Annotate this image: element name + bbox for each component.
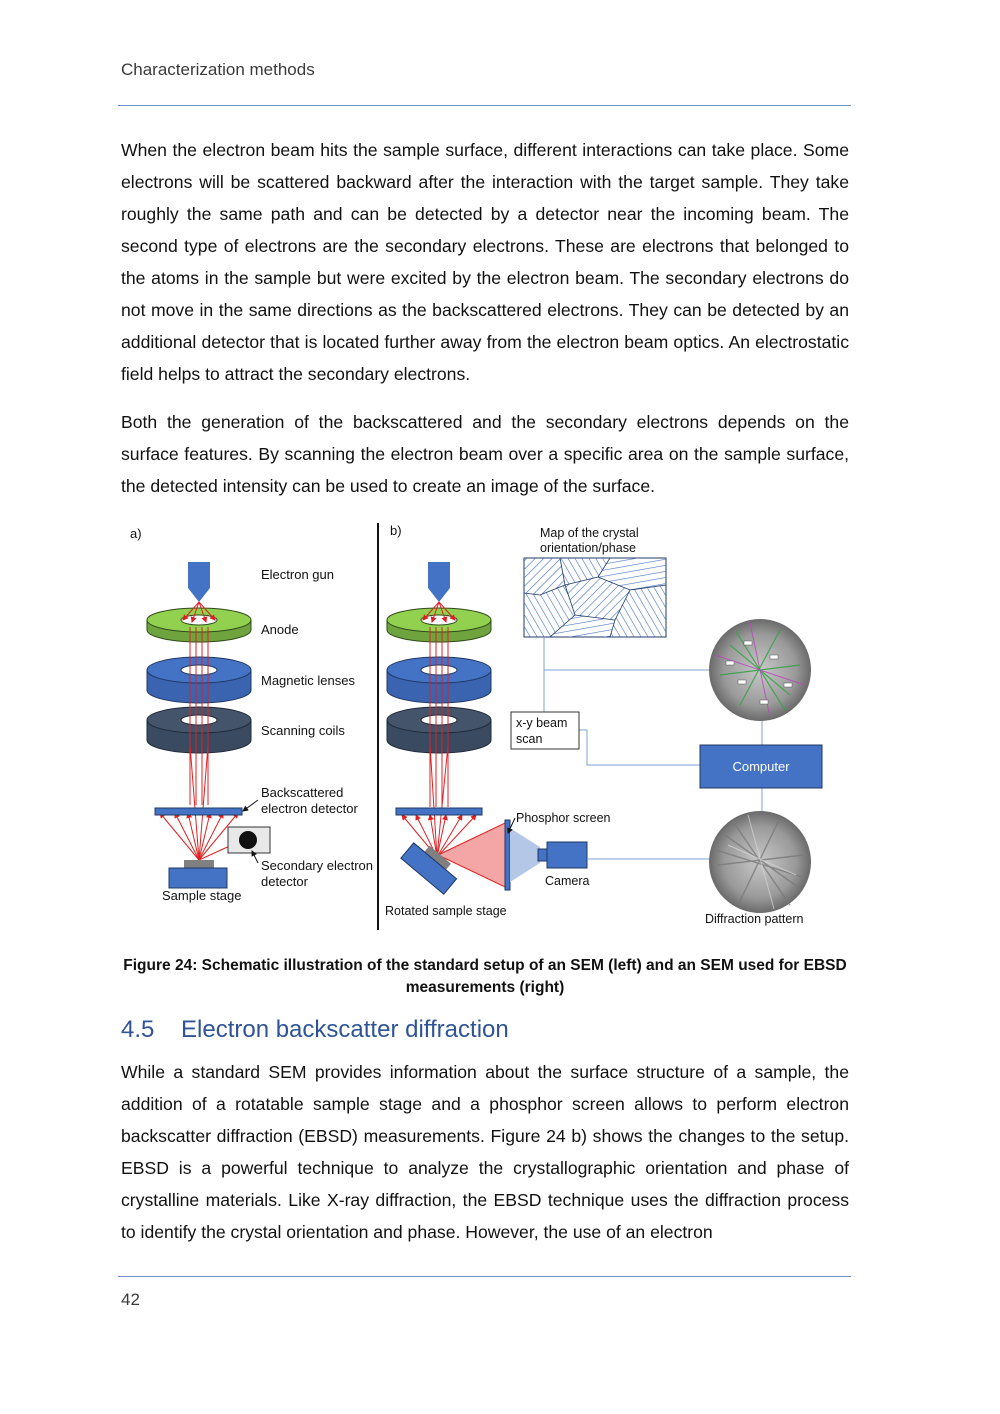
sem-schematic (120, 515, 850, 935)
label-xy-scan-1: x-y beam (516, 716, 568, 730)
scanning-coils-a (147, 707, 251, 753)
magnetic-lenses-a (147, 657, 251, 703)
running-header: Characterization methods (121, 60, 315, 79)
paragraph-2: Both the generation of the backscattered and the secondary electrons depends on the surface features. By scanning the electron beam over a specific area on the sample surface, the detected intensity can be used to create an image of the surface. (121, 412, 849, 496)
bse-leader (243, 800, 258, 811)
figure-24 (120, 515, 850, 935)
label-sample-stage: Sample stage (162, 888, 242, 903)
label-phosphor-screen: Phosphor screen (516, 811, 611, 825)
sample-stage-a (169, 860, 227, 888)
camera (538, 842, 587, 868)
paragraph-1: When the electron beam hits the sample surface, different interactions can take place. Some electrons will be scattered backward after the interaction with the target sample. They take roughly the same path and can be detected by a detector near the incoming beam. The second type of electrons are the secondary electrons. These are electrons that belonged to the atoms in the sample but were excited by the electron beam. The secondary electrons do not move in the same directions as the backscattered electrons. They can be detected by an additional detector that is located further away from the electron beam optics. An electrostatic field helps to attract the secondary electrons. (121, 140, 849, 384)
label-scanning-coils: Scanning coils (261, 723, 345, 738)
scanning-coils-b (387, 707, 491, 753)
panel-a-label: a) (130, 526, 142, 541)
label-se-detector-1: Secondary electron (261, 858, 374, 873)
magnetic-lenses-b (387, 657, 491, 703)
bse-detector-a (155, 808, 242, 815)
panel-b-label: b) (390, 523, 402, 538)
electron-gun-b (428, 562, 450, 602)
label-magnetic-lenses: Magnetic lenses (261, 673, 355, 688)
label-electron-gun: Electron gun (261, 567, 334, 582)
anode-a (147, 608, 251, 642)
label-xy-scan-2: scan (516, 732, 543, 746)
bse-detector-b (396, 808, 482, 815)
section-title: Electron backscatter diffraction (181, 1016, 509, 1043)
header-rule (118, 105, 851, 106)
section-number: 4.5 (121, 1016, 155, 1043)
section-paragraph: While a standard SEM provides information about the surface structure of a sample, the addition of a rotatable sample stage and a phosphor screen allows to perform electron backscatter diffraction (EBSD) measurements. Figure 24 b) shows the changes to the setup. EBSD is a powerful technique to analyze the crystallographic orientation and phase of crystalline materials. Like X-ray diffraction, the EBSD technique uses the diffraction process to identify the crystal orientation and phase. However, the use of an electron (121, 1062, 849, 1242)
label-rotated-stage: Rotated sample stage (385, 904, 507, 918)
label-computer: Computer (732, 759, 790, 774)
label-anode: Anode (261, 622, 299, 637)
se-detector-a (228, 827, 270, 853)
orientation-map (524, 558, 666, 637)
label-se-detector-2: detector (261, 874, 308, 889)
diffraction-pattern-icon (709, 811, 811, 913)
figure-caption: Figure 24: Schematic illustration of the standard setup of an SEM (left) and an SEM used for EBSD measurements (right) (123, 957, 847, 996)
indexed-pattern-icon (709, 619, 811, 721)
anode-b (387, 608, 491, 642)
footer-rule (118, 1276, 851, 1277)
label-camera: Camera (545, 874, 590, 888)
section-heading (121, 1016, 509, 1044)
label-map-2: orientation/phase (540, 541, 636, 555)
label-map-1: Map of the crystal (540, 526, 639, 540)
label-diffraction-pattern: Diffraction pattern (705, 912, 804, 926)
label-bse-detector-2: electron detector (261, 801, 358, 816)
electron-gun-a (188, 562, 210, 602)
light-cone (510, 828, 540, 882)
label-bse-detector-1: Backscattered (261, 785, 344, 800)
page-number: 42 (121, 1290, 140, 1309)
